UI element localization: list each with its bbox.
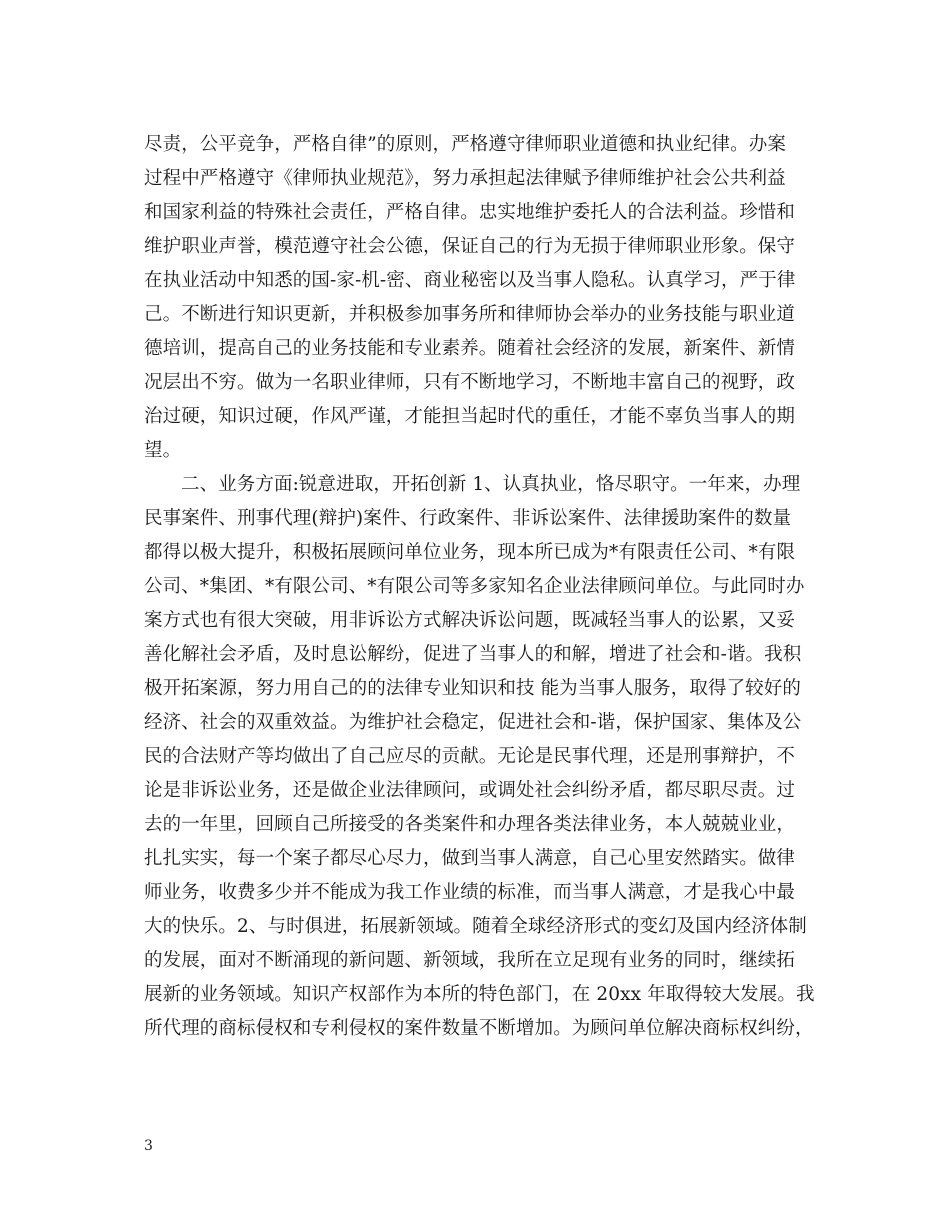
text-line: 己。不断进行知识更新，并积极参加事务所和律师协会举办的业务技能与职业道 <box>144 304 796 325</box>
paragraph-start-line: 二、业务方面:锐意进取，开拓创新 1、认真执业，恪尽职守。一年来，办理 <box>181 474 801 495</box>
text-line: 师业务，收费多少并不能成为我工作业绩的标准，而当事人满意，才是我心中最 <box>144 882 796 903</box>
text-line: 善化解社会矛盾，及时息讼解纷，促进了当事人的和解，增进了社会和-谐。我积 <box>144 644 802 665</box>
text-line: 公司、*集团、*有限公司、*有限公司等多家知名企业法律顾问单位。与此同时办 <box>144 576 805 597</box>
text-line: 况层出不穷。做为一名职业律师，只有不断地学习，不断地丰富自己的视野，政 <box>144 372 796 393</box>
text-line: 民的合法财产等均做出了自己应尽的贡献。无论是民事代理，还是刑事辩护，不 <box>144 746 796 767</box>
text-line: 论是非诉讼业务，还是做企业法律顾问，或调处社会纠纷矛盾，都尽职尽责。过 <box>144 780 796 801</box>
text-line: 所代理的商标侵权和专利侵权的案件数量不断增加。为顾问单位解决商标权纠纷， <box>144 1018 814 1039</box>
text-line: 在执业活动中知悉的国-家-机-密、商业秘密以及当事人隐私。认真学习，严于律 <box>144 270 796 291</box>
text-line: 经济、社会的双重效益。为维护社会稳定，促进社会和-谐，保护国家、集体及公 <box>144 712 802 733</box>
text-line: 尽责，公平竞争，严格自律”的原则，严格遵守律师职业道德和执业纪律。办案 <box>144 134 786 155</box>
text-line: 过程中严格遵守《律师执业规范》，努力承担起法律赋予律师维护社会公共利益 <box>144 168 786 189</box>
text-line: 和国家利益的特殊社会责任，严格自律。忠实地维护委托人的合法利益。珍惜和 <box>144 202 796 223</box>
text-line: 民事案件、刑事代理(辩护)案件、行政案件、非诉讼案件、法律援助案件的数量 <box>144 508 792 529</box>
text-line: 去的一年里，回顾自己所接受的各类案件和办理各类法律业务，本人兢兢业业， <box>144 814 796 835</box>
text-line: 都得以极大提升，积极拓展顾问单位业务，现本所已成为*有限责任公司、*有限 <box>144 542 796 563</box>
body-text <box>144 128 816 1046</box>
text-line: 维护职业声誉，模范遵守社会公德，保证自己的行为无损于律师职业形象。保守 <box>144 236 796 257</box>
text-line: 扎扎实实，每一个案子都尽心尽力，做到当事人满意，自己心里安然踏实。做律 <box>144 848 796 869</box>
text-line: 治过硬，知识过硬，作风严谨，才能担当起时代的重任，才能不辜负当事人的期 <box>144 406 796 427</box>
text-line: 德培训，提高自己的业务技能和专业素养。随着社会经济的发展，新案件、新情 <box>144 338 796 359</box>
text-line: 大的快乐。2、与时俱进，拓展新领域。随着全球经济形式的变幻及国内经济体制 <box>144 916 807 937</box>
text-line: 望。 <box>144 440 182 461</box>
text-line: 案方式也有很大突破，用非诉讼方式解决诉讼问题，既减轻当事人的讼累，又妥 <box>144 610 796 631</box>
text-line: 展新的业务领域。知识产权部作为本所的特色部门，在 20xx 年取得较大发展。我 <box>144 984 815 1005</box>
text-line: 的发展，面对不断涌现的新问题、新领域，我所在立足现有业务的同时，继续拓 <box>144 950 796 971</box>
text-line: 极开拓案源，努力用自己的的法律专业知识和技 能为当事人服务，取得了较好的 <box>144 678 801 699</box>
page-number: 3 <box>144 1138 153 1154</box>
